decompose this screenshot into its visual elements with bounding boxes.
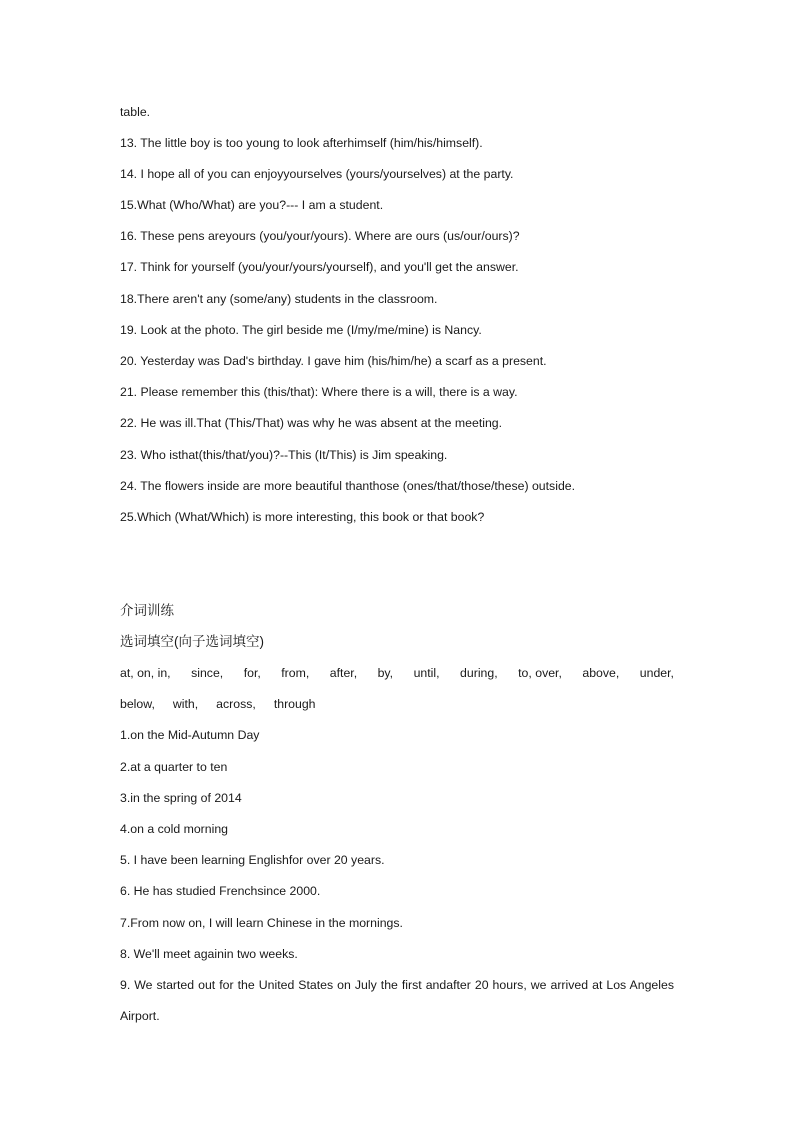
- word-bank-word: from,: [281, 666, 310, 680]
- word-bank-word: after,: [329, 666, 358, 680]
- preposition-question-7: 7.From now on, I will learn Chinese in the mornings.: [120, 916, 403, 930]
- pronoun-question-23: 23. Who isthat(this/that/you)?--This (It/This) is Jim speaking.: [120, 448, 448, 462]
- word-bank-word: across,: [216, 697, 256, 711]
- word-bank-word: with,: [172, 697, 199, 711]
- pronoun-question-13: 13. The little boy is too young to look afterhimself (him/his/himself).: [120, 136, 483, 150]
- preposition-question-6: 6. He has studied Frenchsince 2000.: [120, 884, 321, 898]
- word-bank-word: above,: [582, 666, 620, 680]
- word-bank-word: through: [273, 697, 316, 711]
- word-bank-word: under,: [639, 666, 674, 680]
- word-bank-word: during,: [460, 666, 498, 680]
- preposition-question-4: 4.on a cold morning: [120, 822, 229, 836]
- pronoun-line-continuation: table.: [120, 105, 151, 119]
- word-bank-row-2: [120, 696, 316, 712]
- word-bank-word: to, over,: [518, 666, 562, 680]
- word-bank-word: for,: [243, 666, 261, 680]
- pronoun-question-22: 22. He was ill.That (This/That) was why he was absent at the meeting.: [120, 416, 503, 430]
- preposition-question-1: 1.on the Mid-Autumn Day: [120, 728, 260, 742]
- section-title: 介词训练: [120, 603, 174, 618]
- word-bank-row-1: [120, 665, 674, 681]
- section-subtitle: 选词填空(向子选词填空): [120, 634, 264, 649]
- pronoun-question-17: 17. Think for yourself (you/your/yours/yourself), and you'll get the answer.: [120, 260, 519, 274]
- pronoun-question-18: 18.There aren't any (some/any) students in the classroom.: [120, 292, 438, 306]
- preposition-question-9: 9. We started out for the United States on July the first andafter 20 hours, we arrived at Los Angeles Airport.: [120, 978, 674, 1023]
- word-bank-word: at, on, in,: [120, 666, 171, 680]
- word-bank-word: below,: [120, 697, 155, 711]
- preposition-question-2: 2.at a quarter to ten: [120, 760, 228, 774]
- pronoun-question-25: 25.Which (What/Which) is more interesting, this book or that book?: [120, 510, 485, 524]
- pronoun-question-21: 21. Please remember this (this/that): Where there is a will, there is a way.: [120, 385, 518, 399]
- preposition-question-3: 3.in the spring of 2014: [120, 791, 242, 805]
- preposition-question-5: 5. I have been learning Englishfor over 20 years.: [120, 853, 385, 867]
- pronoun-question-15: 15.What (Who/What) are you?--- I am a student.: [120, 198, 384, 212]
- preposition-question-8: 8. We'll meet againin two weeks.: [120, 947, 298, 961]
- word-bank-word: by,: [377, 666, 394, 680]
- pronoun-question-24: 24. The flowers inside are more beautiful thanthose (ones/that/those/these) outside.: [120, 479, 576, 493]
- word-bank-word: until,: [413, 666, 440, 680]
- pronoun-question-20: 20. Yesterday was Dad's birthday. I gave him (his/him/he) a scarf as a present.: [120, 354, 547, 368]
- pronoun-question-14: 14. I hope all of you can enjoyyourselves (yours/yourselves) at the party.: [120, 167, 514, 181]
- pronoun-question-16: 16. These pens areyours (you/your/yours). Where are ours (us/our/ours)?: [120, 229, 520, 243]
- pronoun-question-19: 19. Look at the photo. The girl beside me (I/my/me/mine) is Nancy.: [120, 323, 482, 337]
- word-bank-word: since,: [191, 666, 224, 680]
